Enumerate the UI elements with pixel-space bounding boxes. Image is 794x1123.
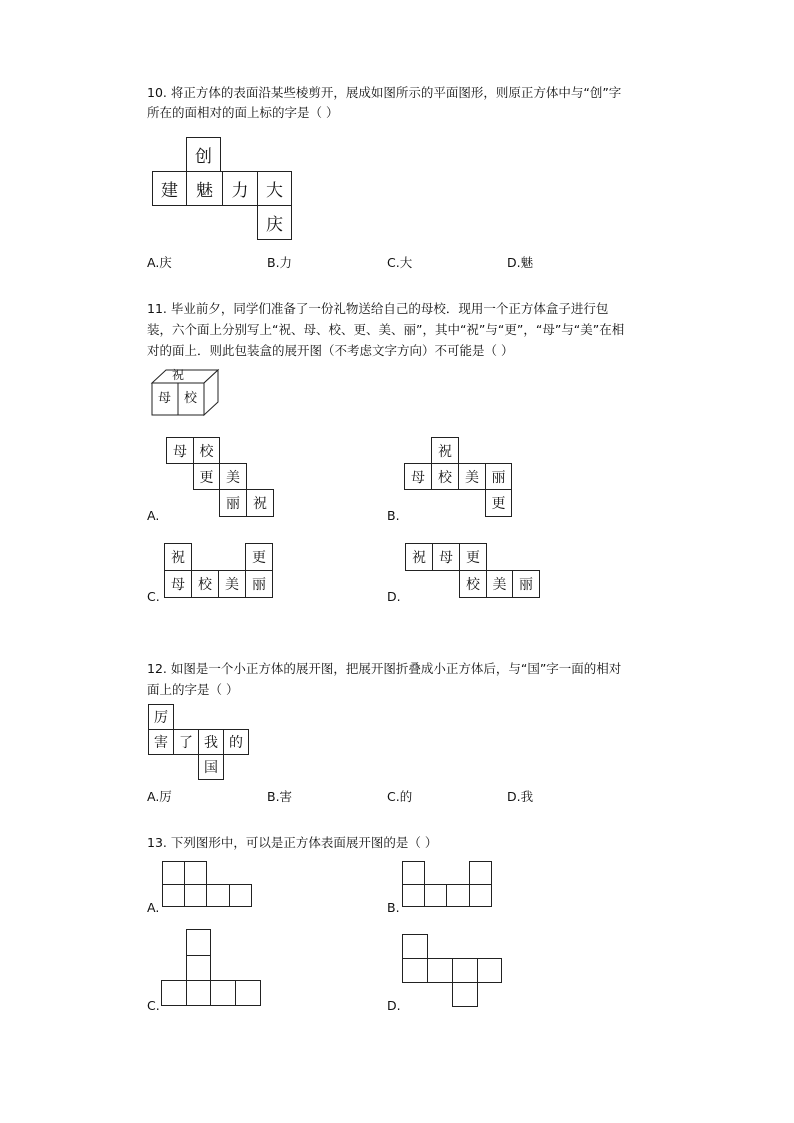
q12-text-line2: 面上的字是（ ） [147, 682, 239, 697]
q10-net-cell: 建 [152, 171, 187, 206]
q11-option-c-label: C. [147, 589, 160, 604]
q13-option-c-label: C. [147, 998, 160, 1013]
net-square [162, 884, 185, 907]
q12-option-d: D.我 [507, 789, 534, 804]
q11-a-cell: 母 [166, 437, 194, 464]
q13-option-c-net [161, 929, 261, 1006]
net-square [477, 958, 502, 983]
q11-c-cell: 母 [164, 570, 192, 598]
net-square [427, 958, 453, 983]
net-square [424, 884, 447, 907]
net-square [446, 884, 470, 907]
q12-net-cell: 害 [148, 729, 174, 755]
q11-cube-front-label: 母 [158, 391, 172, 406]
q11-option-a-net [166, 437, 274, 517]
q11-c-cell: 丽 [245, 570, 273, 598]
net-square [186, 955, 211, 981]
q10-option-c: C.大 [387, 255, 413, 270]
q11-a-cell: 丽 [219, 489, 247, 517]
net-square [452, 958, 478, 983]
q11-b-cell: 丽 [485, 463, 512, 490]
q11-text-line2: 装，六个面上分别写上“祝、母、校、更、美、丽”，其中“祝”与“更”，“母”与“美”在相 [147, 322, 625, 337]
q11-d-cell: 祝 [405, 543, 433, 571]
q10-option-b: B.力 [267, 255, 293, 270]
q10-net-cell: 魅 [186, 171, 223, 206]
q13-option-b-label: B. [387, 900, 400, 915]
q11-c-cell: 校 [191, 570, 219, 598]
q11-d-cell: 丽 [512, 570, 540, 598]
q10-net-cell: 庆 [257, 205, 292, 240]
q12-net-cell: 我 [198, 729, 224, 755]
q11-b-cell: 美 [458, 463, 486, 490]
q12-net-figure [148, 704, 249, 780]
q11-cube-top-label: 祝 [172, 368, 185, 382]
q11-option-c-net [164, 543, 273, 598]
net-square [184, 884, 207, 907]
q11-option-d-net [405, 543, 540, 598]
net-square [235, 980, 261, 1006]
net-square [229, 884, 252, 907]
net-square [210, 980, 236, 1006]
q11-cube-figure [150, 367, 222, 417]
net-square [469, 861, 492, 885]
q11-cube-side-label: 校 [184, 391, 198, 406]
q13-text-line1: 13. 下列图形中，可以是正方体表面展开图的是（ ） [147, 835, 438, 850]
net-square [402, 958, 428, 983]
q11-b-cell: 祝 [431, 437, 459, 464]
net-square [162, 861, 185, 885]
q11-b-cell: 母 [404, 463, 432, 490]
q12-option-a: A.厉 [147, 789, 172, 804]
q11-b-cell: 校 [431, 463, 459, 490]
q11-a-cell: 美 [219, 463, 247, 490]
q11-d-cell: 校 [459, 570, 487, 598]
q11-b-cell: 更 [485, 489, 512, 517]
q12-net-cell: 国 [198, 754, 224, 780]
q10-net-cell: 创 [186, 137, 221, 172]
net-square [452, 982, 478, 1007]
q11-option-b-net [404, 437, 512, 517]
q11-c-cell: 更 [245, 543, 273, 571]
q11-d-cell: 更 [459, 543, 487, 571]
q12-text-line1: 12. 如图是一个小正方体的展开图，把展开图折叠成小正方体后，与“国”字一面的相对 [147, 661, 622, 676]
q12-option-c: C.的 [387, 789, 413, 804]
net-square [161, 980, 187, 1006]
q10-option-d: D.魅 [507, 255, 534, 270]
q11-c-cell: 祝 [164, 543, 192, 571]
q11-a-cell: 祝 [246, 489, 274, 517]
net-square [402, 884, 425, 907]
q12-net-cell: 的 [223, 729, 249, 755]
net-square [469, 884, 492, 907]
q11-option-d-label: D. [387, 589, 401, 604]
q11-d-cell: 美 [486, 570, 513, 598]
q11-a-cell: 校 [193, 437, 220, 464]
net-square [206, 884, 230, 907]
q11-a-cell: 更 [193, 463, 220, 490]
q10-net-figure [152, 137, 292, 241]
q11-c-cell: 美 [218, 570, 246, 598]
q10-net-cell: 力 [222, 171, 258, 206]
q11-option-b-label: B. [387, 508, 400, 523]
net-square [402, 934, 428, 959]
q10-text-line1: 10. 将正方体的表面沿某些棱剪开，展成如图所示的平面图形，则原正方体中与“创”字 [147, 85, 622, 100]
q10-net-cell: 大 [257, 171, 292, 206]
net-square [186, 929, 211, 956]
q13-option-d-net [402, 934, 502, 1007]
q13-option-b-net [402, 861, 492, 907]
q13-option-a-net [162, 861, 252, 907]
net-square [186, 980, 211, 1006]
net-square [184, 861, 207, 885]
q11-text-line1: 11. 毕业前夕，同学们准备了一份礼物送给自己的母校．现用一个正方体盒子进行包 [147, 301, 609, 316]
q11-d-cell: 母 [432, 543, 460, 571]
q13-option-a-label: A. [147, 900, 160, 915]
q10-text-line2: 所在的面相对的面上标的字是（ ） [147, 105, 339, 120]
q12-net-cell: 厉 [148, 704, 174, 730]
q13-option-d-label: D. [387, 998, 401, 1013]
q11-option-a-label: A. [147, 508, 160, 523]
q11-text-line3: 对的面上．则此包装盒的展开图（不考虑文字方向）不可能是（ ） [147, 343, 514, 358]
q12-option-b: B.害 [267, 789, 293, 804]
q12-net-cell: 了 [173, 729, 199, 755]
q10-option-a: A.庆 [147, 255, 172, 270]
net-square [402, 861, 425, 885]
